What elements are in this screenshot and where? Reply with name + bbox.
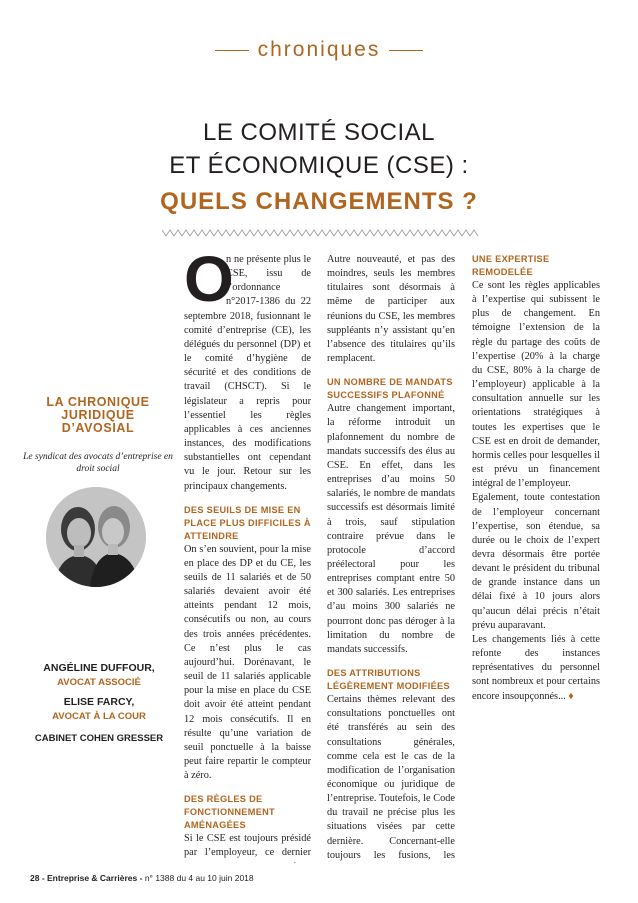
footer-issue: n° 1388 du 4 au 10 juin 2018 (144, 873, 254, 883)
headline-line-1: LE COMITÉ SOCIAL (202, 119, 436, 146)
page-footer (30, 873, 254, 883)
section-heading-expertise: UNE EXPERTISE REMODELÉE (472, 254, 550, 277)
intro-text: n ne présente plus le CSE, issu de l’ordonnance n°2017-1386 du 22 septembre 2018, fusionnant le comité d’entreprise (CE), les délégués du personnel (DP) et le comité d’hygiène de sécurité et des conditions de travail (CHSCT). Si le législateur a repris pour l’essentiel les règles applicables à ces anciennes instances, des modifications substantielles ont cependant vu le jour. Retour sur les principaux changements. (184, 254, 311, 492)
author1-name: ANGÉLINE DUFFOUR, (43, 662, 155, 674)
dropcap-box (184, 253, 234, 315)
article-column-2 (327, 253, 455, 863)
rubric-dash-left (215, 50, 249, 52)
intro-paragraph (184, 253, 311, 494)
rubric-header (0, 38, 638, 62)
headline-line-2: ET ÉCONOMIQUE (CSE) : (169, 152, 469, 179)
article-column-3 (472, 253, 600, 704)
paragraph-thresholds: On s’en souvient, pour la mise en place des DP et du CE, les seuils de 11 salariés et de 50 salariés devaient avoir été atteints pendant 12 mois, consécutifs ou non, au cours des trois années précédentes. Ce n’est plus le cas aujourd’hui. Dorénavant, le seuil de 11 salariés applicable pour la mise en place du CSE doit avoir été atteint pendant 12 mois consécutifs. Il en résulte qu’une variation de seuil ponctuelle à la baisse peut faire repartir le compteur à zéro. (184, 543, 311, 782)
chronicle-title: LA CHRONIQUE JURIDIQUE D’AVOSIAL (46, 395, 150, 435)
author2-role: AVOCAT À LA COUR (52, 711, 146, 722)
section-heading-attributions: DES ATTRIBUTIONS LÉGÈREMENT MODIFIÉES (327, 668, 450, 692)
section-heading-functioning: DES RÈGLES DE FONCTIONNEMENT AMÉNAGÉES (184, 794, 275, 831)
zigzag-divider (162, 229, 480, 237)
author1-role: AVOCAT ASSOCIÉ (57, 677, 141, 688)
headline-line-3: QUELS CHANGEMENTS ? (160, 188, 478, 215)
article-column-1 (184, 253, 311, 863)
rubric-label: chroniques (257, 38, 381, 61)
paragraph-substitutes: Autre nouveauté, et pas des moindres, seuls les membres titulaires sont désormais à même de participer aux réunions du CSE, les membres suppléants n’y assistant qu’en l’absence des titulaires qu’ils remplacent. (327, 254, 455, 365)
rubric-dash-right (389, 50, 423, 52)
paragraph-mandates: Autre changement important, la réforme introduit un plafonnement du nombre de mandats successifs des élus au CSE. En effet, dans les entreprises d’au moins 50 salariés, le nombre de mandats successifs est désormais limité à trois, sauf stipulation contraire prévue dans le protocole d’accord préélectoral pour les entreprises comptant entre 50 et 300 salariés. Les entreprises d’au moins 300 salariés ne pourront donc pas déroger à la limitation du nombre de mandats successifs. (327, 403, 455, 655)
firm-name: CABINET COHEN GRESSER (34, 733, 164, 744)
paragraph-attributions: Certains thèmes relevant des consultations ponctuelles ont été transférés au sein des consultations générales, comme cela est le cas de la modification de l’organisation économique ou juridique de l’entreprise. Toutefois, le Code du travail ne précise plus les situations visées par cette dernière. Concernant-elle toujours les fusions, les (327, 694, 455, 861)
chronicle-subtitle: Le syndicat des avocats d’entreprise en droit social (23, 452, 173, 474)
end-mark-icon: ♦ (568, 690, 574, 702)
dropcap: O (184, 253, 234, 315)
authors-portrait-photo (46, 487, 146, 587)
paragraph-expertise-1: Ce sont les règles applicables à l’expertise qui subissent le plus de changement. En témoigne l’extension de la règle du partage des coûts de l’expertise (20% à la charge du CSE, 80% à la charge de l’employeur) applicable à la consultation annuelle sur les orientations stratégiques à toutes les expertises que le CSE est en droit de demander, hormis celles pour lesquelles il est prévu un financement intégral de l’employeur. (472, 280, 600, 490)
section-heading-mandates: UN NOMBRE DE MANDATS SUCCESSIFS PLAFONNÉ (327, 377, 453, 401)
paragraph-conclusion (472, 633, 600, 704)
paragraph-functioning-1: Si le CSE est toujours présidé par l’employeur, ce dernier (184, 833, 311, 859)
paragraph-expertise-2: Egalement, toute contestation de l’employeur concernant l’expertise, son étendue, sa durée ou le choix de l’expert devra désormais être portée devant le président du tribunal de grande instance dans un délai fixé à 10 jours alors qu’aucun délai précis n’était prévu auparavant. (472, 492, 600, 631)
conclusion-text: Les changements liés à cette refonte des instances représentatives du personnel sont nombreux et pour certains encore insoupçonnés... (472, 633, 600, 702)
section-heading-thresholds: DES SEUILS DE MISE EN PLACE PLUS DIFFICILES À ATTEINDRE (184, 504, 311, 541)
footer-page: 28 - Entreprise & Carrières - (30, 873, 143, 883)
author2-name: ELISE FARCY, (63, 696, 135, 708)
